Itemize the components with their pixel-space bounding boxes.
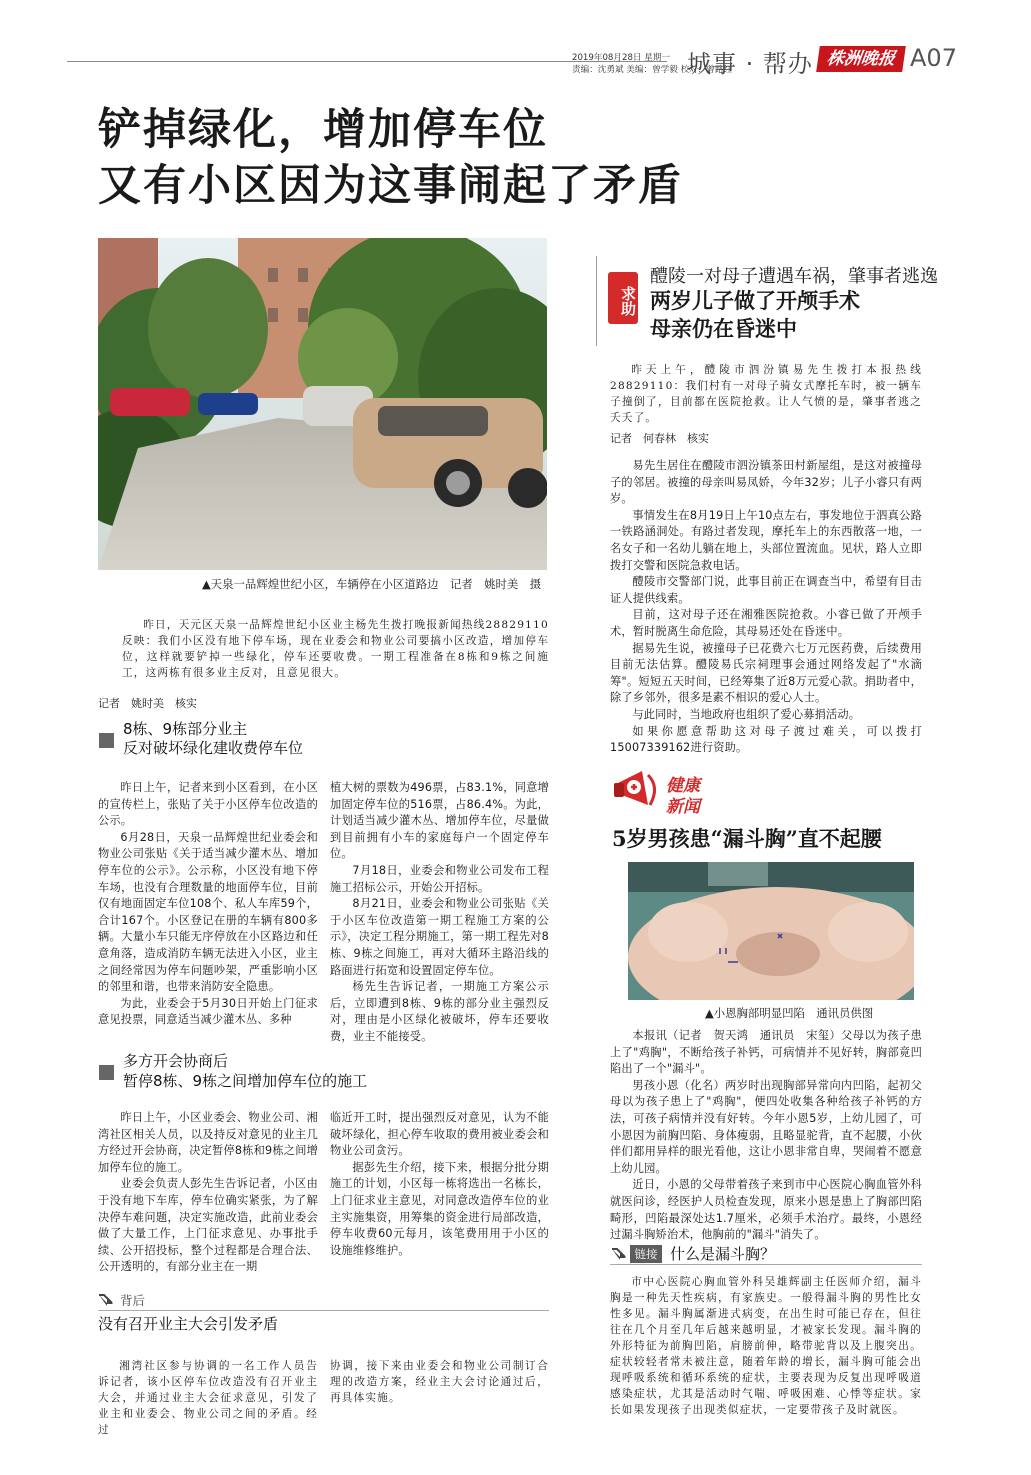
main-headline-2: 又有小区因为这事闹起了矛盾 — [98, 161, 683, 211]
right-body — [610, 458, 922, 757]
sec2-col1 — [98, 1110, 318, 1276]
behind-tag: 背后 — [120, 1293, 146, 1308]
page-number: A07 — [910, 44, 957, 72]
help-tag-label: 求助 — [619, 286, 637, 316]
paper-logo: 株洲晚报 — [816, 46, 906, 72]
right-column-rule — [596, 256, 597, 346]
main-lead: 昨日，天元区天泉一品辉煌世纪小区业主杨先生拨打晚报新闻热线28829110反映：我们小区没有地下停车场，现在业委会和物业公司要搞小区改造，增加停车位，这样就要铲掉一些绿化，停车还要收费。一期工程准备在8栋和9栋之间施工，这两栋有很多业主反对，且意见很大。 — [122, 619, 549, 679]
paragraph: 目前，这对母子还在湘雅医院抢救。小睿已做了开颅手术，暂时脱离生命危险，其母易还处在昏迷中。 — [610, 608, 922, 638]
right-headline-2: 两岁儿子做了开颅手术 — [650, 288, 860, 313]
megaphone-icon — [612, 765, 664, 811]
help-tag — [608, 272, 638, 324]
section-title: 城事 · 帮办 — [687, 50, 813, 78]
header-editors: 责编：沈勇斌 美编：曾学毅 校对：曾路红 — [572, 65, 733, 75]
link-text: 市中心医院心胸血管外科吴雄辉副主任医师介绍，漏斗胸是一种先天性疾病，有家族史。一般得漏斗胸的男性比女性多见。漏斗胸属渐进式病变，在出生时可能已存在，但往往在几个月至几年后越来越明显，才被家长发现。漏斗胸的外形特征为前胸凹陷，肩膀前伸，略带驼背以及上腹突出。症状较轻者常未被注意，随着年龄的增长，漏斗胸可能会出现呼吸系统和循环系统的症状，主要表现为反复出现呼吸道感染症状，尤其是活动时气喘、呼吸困难、心悸等症状。家长如果发现孩子出现类似症状，一定要带孩子及时就医。 — [610, 1276, 922, 1416]
paragraph: 事情发生在8月19日上午10点左右，事发地位于泗真公路一铁路涵洞处。有路过者发现，摩托车上的东西散落一地，一名女子和一名幼儿躺在地上，头部位置流血。见状，路人立即拨打交警和医院急救电话。 — [610, 508, 922, 572]
sec3-col1: 湘湾社区参与协调的一名工作人员告诉记者，该小区停车位改造没有召开业主大会，并通过业主大会征求意见，引发了业主和业委会、物业公司之间的矛盾。经过 — [98, 1360, 318, 1436]
section-marker — [99, 733, 114, 748]
sec3-col2: 协调，接下来由业委会和物业公司制订合理的改造方案，经业主大会讨论通过后，再具体实施。 — [330, 1360, 549, 1404]
right-headline-1: 醴陵一对母子遭遇车祸，肇事者逃逸 — [650, 266, 938, 287]
arrow-tag-icon — [98, 1292, 114, 1306]
sec2-col2 — [330, 1110, 549, 1259]
link-underline — [610, 1264, 922, 1265]
health-logo-1: 健康 — [666, 776, 700, 796]
paragraph: 临近开工时，提出强烈反对意见，认为不能破坏绿化，担心停车收取的费用被业委会和物业公司贪污。 — [330, 1111, 549, 1158]
paragraph: 男孩小恩（化名）两岁时出现胸部异常向内凹陷，起初父母以为孩子患上了"鸡胸"，便四处收集各种给孩子补钙的方法，可孩子病情并没有好转。今年小恩5岁，上幼儿园了，可小恩因为前胸凹陷、身体瘦弱，且略显驼背，直不起腰，小伙伴们都用异样的眼光看他，这让小恩非常自卑，哭闹着不愿意上幼儿园。 — [610, 1078, 922, 1175]
right-lead: 昨天上午，醴陵市泗汾镇易先生拨打本报热线28829110：我们村有一对母子骑女式摩托车时，被一辆车子撞倒了，目前都在医院抢救。让人气愤的是，肇事者逃之夭夭了。 — [610, 364, 922, 424]
chest-photo-caption: ▲小恩胸部明显凹陷 通讯员供图 — [705, 1006, 874, 1020]
paragraph: 植大树的票数为496票，占83.1%，同意增加固定停车位的516票，占86.4%。为此，计划适当减少灌木丛、增加停车位，尽量做到目前拥有小车的家庭每户一个固定停车位。 — [330, 781, 549, 861]
link-tag — [630, 1245, 662, 1263]
paragraph: 近日，小恩的父母带着孩子来到市中心医院心胸血管外科就医问诊，经医护人员检查发现，原来小恩是患上了胸部凹陷畸形，凹陷最深处达1.7厘米，必须手术治疗。最终，小恩经过漏斗胸矫治术，他胸前的"漏斗"消失了。 — [610, 1178, 922, 1242]
paragraph: 7月18日，业委会和物业公司发布工程施工招标公示，开始公开招标。 — [330, 863, 549, 894]
paragraph: 8月21日，业委会和物业公司张贴《关于小区车位改造第一期工程施工方案的公示》，决定工程分期施工，第一期工程先对8栋、9栋之间施工，再对大循环主路沿线的路面进行拓宽和设置固定停车位。 — [330, 897, 549, 977]
sec2-title-1: 多方开会协商后 — [123, 1052, 229, 1070]
street-photo-caption: ▲天泉一品辉煌世纪小区，车辆停在小区道路边 记者 姚时美 摄 — [202, 577, 542, 591]
paragraph: 昨日上午，记者来到小区看到，在小区的宣传栏上，张贴了关于小区停车位改造的公示。 — [98, 781, 318, 828]
right-byline: 记者 何春林 核实 — [610, 432, 709, 445]
main-headline-1: 铲掉绿化，增加停车位 — [98, 105, 548, 155]
header-date: 2019年08月28日 星期一 — [572, 53, 671, 63]
right-headline-3: 母亲仍在昏迷中 — [650, 316, 797, 341]
paragraph: 据彭先生介绍，接下来，根据分批分期施工的计划，小区每一栋将选出一名栋长，上门征求业主意见，对同意改造停车位的业主实施集资，用筹集的资金进行局部改造，停车收费60元每月，该笔费用用于小区的设施维修维护。 — [330, 1160, 549, 1257]
chest-photo — [628, 862, 914, 1000]
health-body — [610, 1028, 922, 1244]
sec3-underline — [98, 1310, 549, 1311]
link-title: 什么是漏斗胸？ — [670, 1245, 776, 1263]
sec1-title-1: 8栋、9栋部分业主 — [123, 720, 248, 738]
sec3-title: 没有召开业主大会引发矛盾 — [98, 1315, 279, 1333]
paragraph: 如果你愿意帮助这对母子渡过难关，可以拨打15007339162进行资助。 — [610, 724, 922, 755]
sec1-col2 — [330, 780, 549, 1046]
sec1-col1 — [98, 780, 318, 1029]
health-headline: 5岁男孩患“漏斗胸”直不起腰 — [612, 826, 882, 851]
main-byline: 记者 姚时美 核实 — [98, 697, 197, 710]
health-logo-2: 新闻 — [666, 797, 700, 817]
paragraph: 易先生居住在醴陵市泗汾镇茶田村新屋组，是这对被撞母子的邻居。被撞的母亲叫易凤娇，今年32岁；儿子小睿只有两岁。 — [610, 459, 922, 506]
paragraph: 为此，业委会于5月30日开始上门征求意见投票，同意适当减少灌木丛、多种 — [98, 996, 318, 1027]
link-tag-label: 链接 — [634, 1247, 658, 1261]
link-arrow-icon — [611, 1246, 627, 1260]
paragraph: 6月28日，天泉一品辉煌世纪业委会和物业公司张贴《关于适当减少灌木丛、增加停车位的公示》。公示称，小区没有地下停车场，也没有合理数量的地面停车位，目前仅有地面固定车位108个、私人车库59个，合计167个。小区登记在册的车辆有800多辆。大量小车只能无序停放在小区路边和任意角落，造成消防车辆无法进入小区，业主之间经常因为停车问题吵架，严重影响小区的邻里和谐，也带来消防安全隐患。 — [98, 830, 318, 994]
paragraph: 本报讯（记者 贺天鸿 通讯员 宋玺）父母以为孩子患上了"鸡胸"，不断给孩子补钙，可病情并不见好转，胸部竟凹陷出了一个"漏斗"。 — [610, 1029, 922, 1076]
paragraph: 杨先生告诉记者，一期施工方案公示后，立即遭到8栋、9栋的部分业主强烈反对，理由是小区绿化被破坏，停车还要收费，业主不能接受。 — [330, 980, 549, 1043]
paragraph: 昨日上午，小区业委会、物业公司、湘湾社区相关人员，以及持反对意见的业主几方经过开会协商，决定暂停8栋和9栋之间增加停车位的施工。 — [98, 1111, 318, 1174]
paragraph: 据易先生说，被撞母子已花费六七万元医药费，后续费用目前无法估算。醴陵易氏宗祠理事会通过网络发起了"水滴筹"。短短五天时间，已经筹集了近8万元爱心款。捐助者中，除了乡邻外，很多是素不相识的爱心人士。 — [610, 641, 922, 705]
paragraph: 醴陵市交警部门说，此事目前正在调查当中，希望有目击证人提供线索。 — [610, 575, 922, 605]
section-marker — [99, 1065, 114, 1080]
sec1-title-2: 反对破坏绿化建收费停车位 — [123, 739, 304, 757]
sec2-title-2: 暂停8栋、9栋之间增加停车位的施工 — [123, 1072, 368, 1090]
street-photo — [98, 238, 547, 570]
paragraph: 与此同时，当地政府也组织了爱心募捐活动。 — [632, 707, 861, 721]
paragraph: 业委会负责人彭先生告诉记者，小区由于没有地下车库，停车位确实紧张，为了解决停车难问题，决定实施改造，此前业委会做了大量工作，上门征求意见、办事批手续、公开招投标，整个过程都是合理合法、公开透明的，有部分业主在一期 — [98, 1177, 318, 1274]
